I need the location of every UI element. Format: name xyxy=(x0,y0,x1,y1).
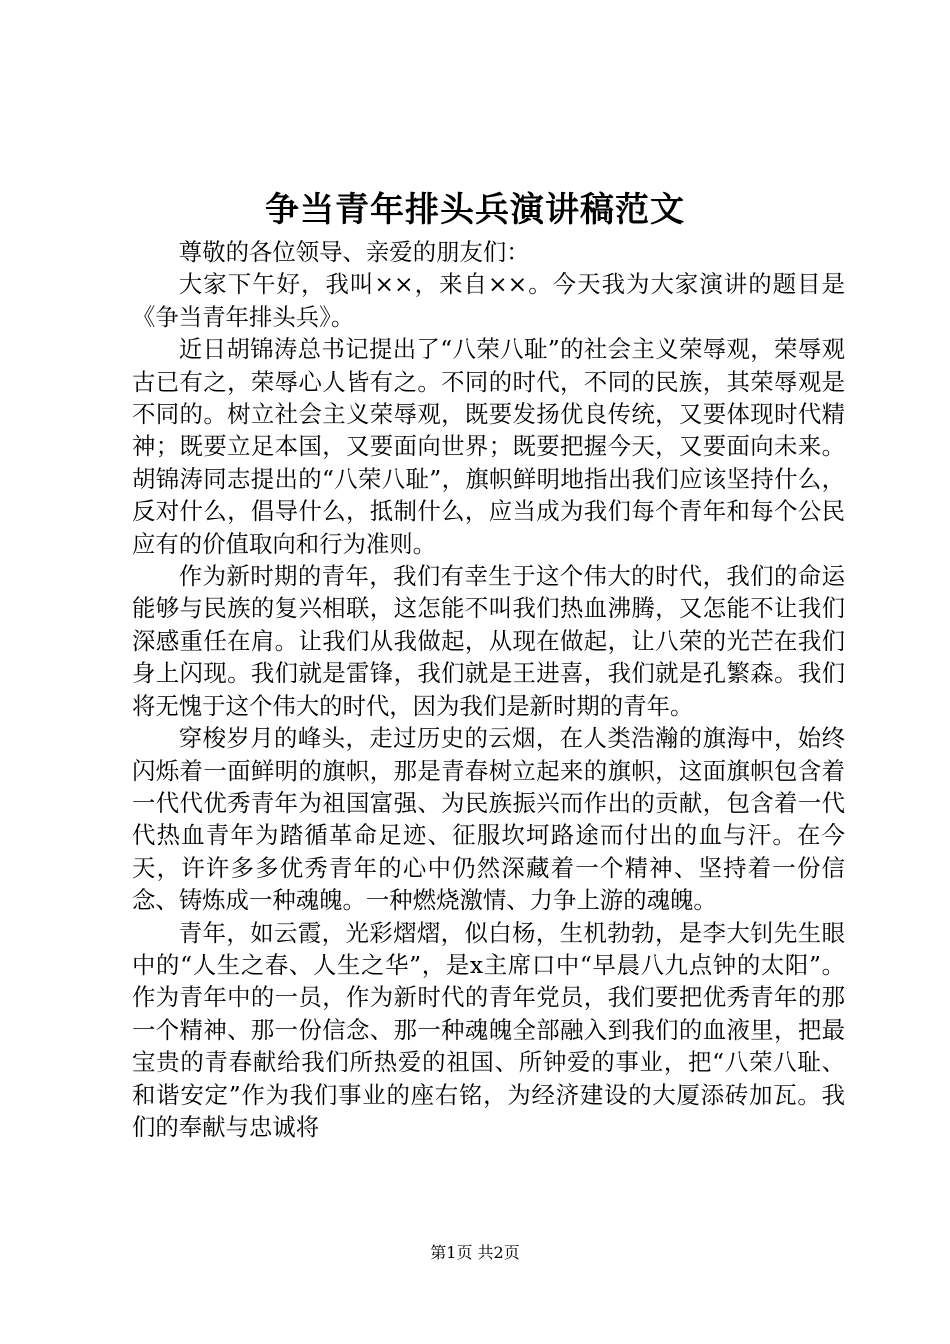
body-paragraph: 青年，如云霞，光彩熠熠，似白杨，生机勃勃，是李大钊先生眼中的“人生之春、人生之华”，是x主席口中“早晨八九点钟的太阳”。作为青年中的一员，作为新时代的青年党员，我们要把优秀青年的那一个精神、那一份信念、那一种魂魄全部融入到我们的血液里，把最宝贵的青春献给我们所热爱的祖国、所钟爱的事业，把“八荣八耻、和谐安定”作为我们事业的座右铭，为经济建设的大厦添砖加瓦。我们的奉献与忠诚将 xyxy=(132,918,845,1141)
body-paragraph: 穿梭岁月的峰头，走过历史的云烟，在人类浩瀚的旗海中，始终闪烁着一面鲜明的旗帜，那是青春树立起来的旗帜，这面旗帜包含着一代代优秀青年为祖国富强、为民族振兴而作出的贡献，包含着一代代热血青年为踏循革命足迹、征服坎坷路途而付出的血与汗。在今天，许许多多优秀青年的心中仍然深藏着一个精神、坚持着一份信念、铸炼成一种魂魄。一种燃烧激情、力争上游的魂魄。 xyxy=(132,724,845,915)
salutation-paragraph: 尊敬的各位领导、亲爱的朋友们： xyxy=(178,238,530,266)
document-title: 争当青年排头兵演讲稿范文 xyxy=(265,190,685,230)
page-number-footer: 第1页 共2页 xyxy=(430,1243,520,1262)
body-paragraph: 作为新时期的青年，我们有幸生于这个伟大的时代，我们的命运能够与民族的复兴相联，这怎能不叫我们热血沸腾，又怎能不让我们深感重任在肩。让我们从我做起，从现在做起，让八荣的光芒在我们身上闪现。我们就是雷锋，我们就是王进喜，我们就是孔繁森。我们将无愧于这个伟大的时代，因为我们是新时期的青年。 xyxy=(132,562,845,720)
document-body xyxy=(132,236,845,1143)
body-paragraph: 大家下午好，我叫××，来自××。今天我为大家演讲的题目是《争当青年排头兵》。 xyxy=(132,270,845,331)
body-paragraph: 近日胡锦涛总书记提出了“八荣八耻”的社会主义荣辱观，荣辱观古已有之，荣辱心人皆有之。不同的时代，不同的民族，其荣辱观是不同的。树立社会主义荣辱观，既要发扬优良传统，又要体现时代精神；既要立足本国，又要面向世界；既要把握今天，又要面向未来。胡锦涛同志提出的“八荣八耻”，旗帜鲜明地指出我们应该坚持什么，反对什么，倡导什么，抵制什么，应当成为我们每个青年和每个公民应有的价值取向和行为准则。 xyxy=(132,335,845,558)
